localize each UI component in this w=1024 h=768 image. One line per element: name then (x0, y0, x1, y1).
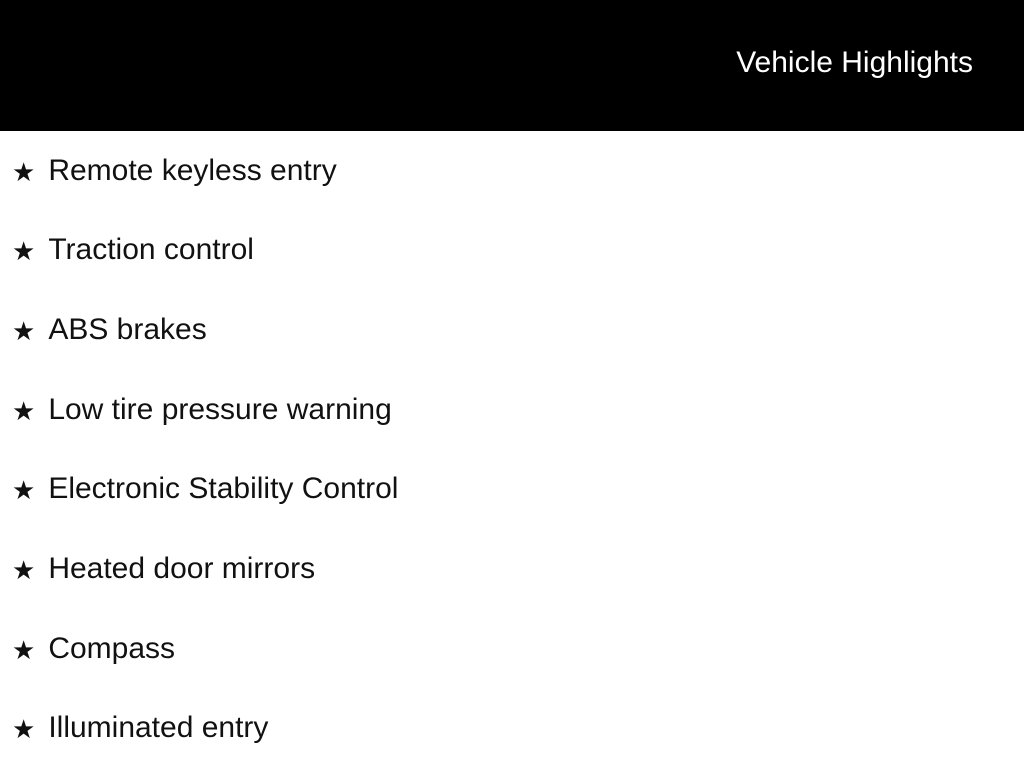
list-item-label: Heated door mirrors (48, 551, 316, 585)
list-item (0, 450, 1024, 530)
star-icon: ★ (12, 475, 36, 506)
star-icon: ★ (12, 395, 36, 426)
star-icon: ★ (12, 634, 36, 665)
list-item (0, 370, 1024, 450)
highlights-list (0, 131, 1024, 768)
list-item-label: Illuminated entry (48, 711, 269, 745)
star-icon: ★ (12, 156, 36, 187)
list-item-label: Electronic Stability Control (48, 472, 399, 506)
list-item (0, 131, 1024, 211)
list-item-label: Low tire pressure warning (48, 392, 392, 426)
star-icon: ★ (12, 236, 36, 267)
list-item-label: ABS brakes (48, 313, 207, 347)
list-item (0, 529, 1024, 609)
list-item-label: Traction control (48, 233, 254, 267)
list-item-label: Compass (48, 631, 176, 665)
list-item (0, 609, 1024, 689)
header-bar (0, 0, 1024, 131)
star-icon: ★ (12, 714, 36, 745)
star-icon: ★ (12, 316, 36, 347)
list-item (0, 688, 1024, 768)
star-icon: ★ (12, 554, 36, 585)
page-title: Vehicle Highlights (736, 45, 973, 79)
list-item (0, 211, 1024, 291)
list-item (0, 290, 1024, 370)
list-item-label: Remote keyless entry (48, 153, 337, 187)
